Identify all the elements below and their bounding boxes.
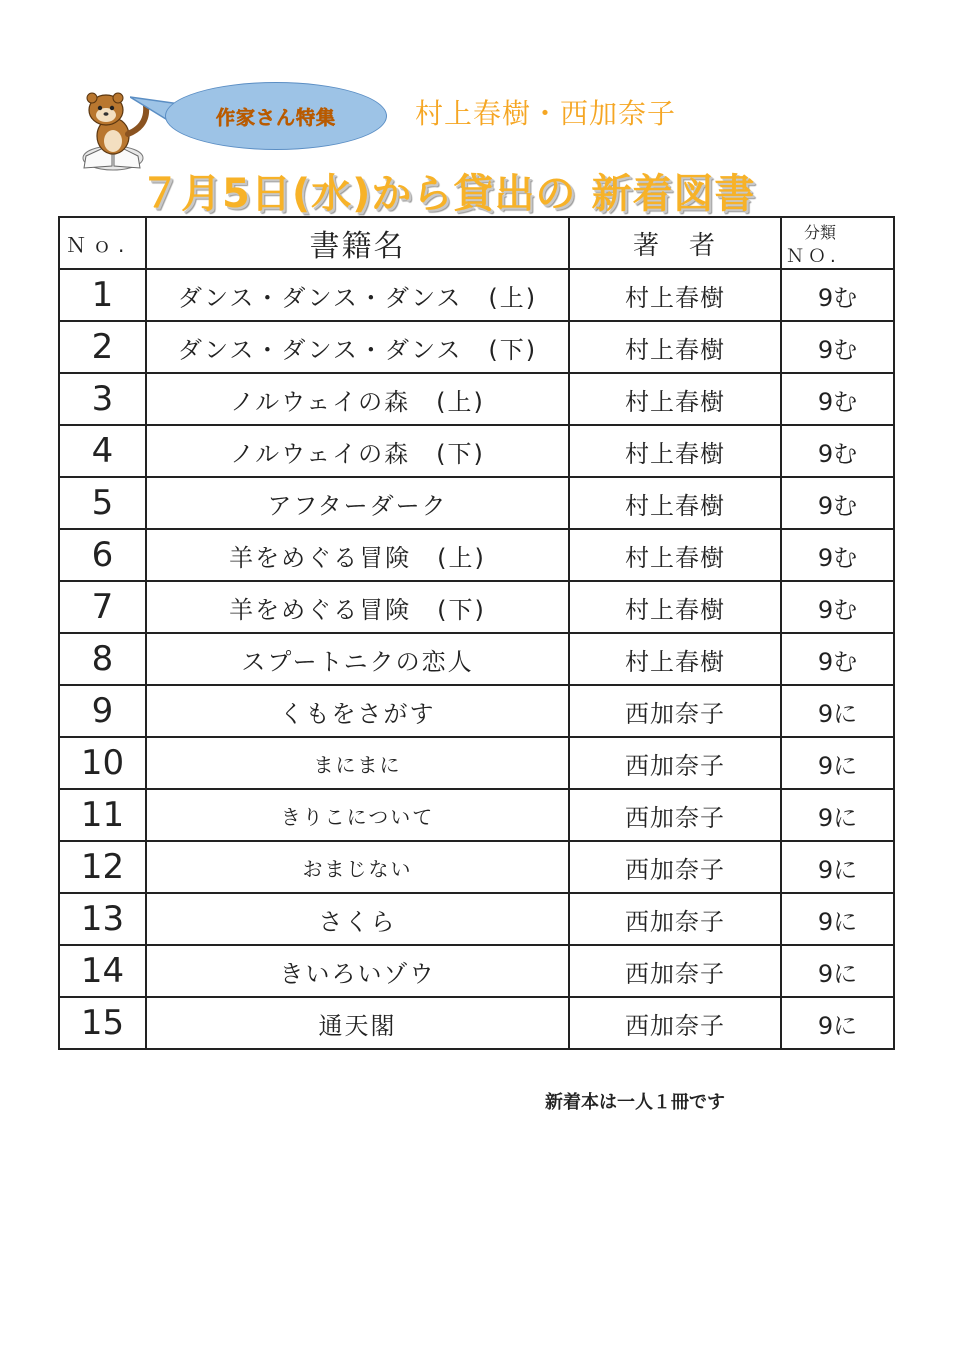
book-author: 村上春樹 <box>569 581 781 633</box>
book-title: ダンス・ダンス・ダンス (下) <box>146 321 569 373</box>
row-number: 10 <box>59 737 146 789</box>
table-row <box>59 425 894 477</box>
row-number: 2 <box>59 321 146 373</box>
book-author: 西加奈子 <box>569 893 781 945</box>
table-row <box>59 893 894 945</box>
header-classification-line1: 分類 <box>804 223 837 242</box>
table-row <box>59 581 894 633</box>
table-row <box>59 633 894 685</box>
book-title: 羊をめぐる冒険 (上) <box>146 529 569 581</box>
row-number: 15 <box>59 997 146 1049</box>
classification-no: 9に <box>781 685 894 737</box>
row-number: 14 <box>59 945 146 997</box>
classification-no: 9に <box>781 997 894 1049</box>
row-number: 12 <box>59 841 146 893</box>
header-classification <box>781 217 894 269</box>
book-author: 西加奈子 <box>569 945 781 997</box>
classification-no: 9む <box>781 373 894 425</box>
book-author: 村上春樹 <box>569 477 781 529</box>
table-row <box>59 529 894 581</box>
book-author: 村上春樹 <box>569 269 781 321</box>
book-author: 村上春樹 <box>569 321 781 373</box>
table-row <box>59 737 894 789</box>
classification-no: 9む <box>781 269 894 321</box>
book-title: ダンス・ダンス・ダンス (上) <box>146 269 569 321</box>
book-title: きりこについて <box>146 789 569 841</box>
classification-no: 9に <box>781 737 894 789</box>
book-author: 西加奈子 <box>569 685 781 737</box>
table-row <box>59 321 894 373</box>
book-author: 村上春樹 <box>569 633 781 685</box>
row-number: 1 <box>59 269 146 321</box>
classification-no: 9む <box>781 425 894 477</box>
book-title: 羊をめぐる冒険 (下) <box>146 581 569 633</box>
row-number: 6 <box>59 529 146 581</box>
table-row <box>59 373 894 425</box>
book-title: さくら <box>146 893 569 945</box>
table-row <box>59 997 894 1049</box>
row-number: 11 <box>59 789 146 841</box>
book-title: まにまに <box>146 737 569 789</box>
row-number: 4 <box>59 425 146 477</box>
bubble-label: 作家さん特集 <box>215 106 336 129</box>
table-header-row <box>59 217 894 269</box>
row-number: 9 <box>59 685 146 737</box>
classification-no: 9に <box>781 841 894 893</box>
row-number: 8 <box>59 633 146 685</box>
book-author: 村上春樹 <box>569 425 781 477</box>
book-author: 西加奈子 <box>569 737 781 789</box>
row-number: 7 <box>59 581 146 633</box>
classification-no: 9む <box>781 477 894 529</box>
table-row <box>59 945 894 997</box>
book-title: アフターダーク <box>146 477 569 529</box>
classification-no: 9む <box>781 321 894 373</box>
row-number: 3 <box>59 373 146 425</box>
classification-no: 9に <box>781 945 894 997</box>
book-title: 通天閣 <box>146 997 569 1049</box>
header-author: 著 者 <box>569 217 781 269</box>
page-title: ７月5日(水)から貸出の 新着図書 <box>140 171 756 217</box>
header-classification-line2: ＮＯ. <box>786 246 840 267</box>
table-row <box>59 477 894 529</box>
book-author: 村上春樹 <box>569 373 781 425</box>
book-author: 西加奈子 <box>569 789 781 841</box>
book-author: 西加奈子 <box>569 841 781 893</box>
classification-no: 9む <box>781 633 894 685</box>
table-row <box>59 841 894 893</box>
header-no: Ｎｏ. <box>59 217 146 269</box>
row-number: 5 <box>59 477 146 529</box>
book-title: スプートニクの恋人 <box>146 633 569 685</box>
classification-no: 9に <box>781 893 894 945</box>
classification-no: 9に <box>781 789 894 841</box>
table-row <box>59 685 894 737</box>
lending-limit-note: 新着本は一人１冊です <box>545 1092 725 1113</box>
featured-authors-heading: 村上春樹・西加奈子 <box>415 97 677 130</box>
book-title: くもをさがす <box>146 685 569 737</box>
header-title: 書籍名 <box>146 217 569 269</box>
new-books-table <box>58 216 895 1050</box>
book-author: 村上春樹 <box>569 529 781 581</box>
table-row <box>59 269 894 321</box>
classification-no: 9む <box>781 529 894 581</box>
book-title: ノルウェイの森 (上) <box>146 373 569 425</box>
speech-bubble <box>165 82 387 150</box>
table-row <box>59 789 894 841</box>
book-title: おまじない <box>146 841 569 893</box>
book-title: きいろいゾウ <box>146 945 569 997</box>
book-title: ノルウェイの森 (下) <box>146 425 569 477</box>
classification-no: 9む <box>781 581 894 633</box>
book-author: 西加奈子 <box>569 997 781 1049</box>
row-number: 13 <box>59 893 146 945</box>
